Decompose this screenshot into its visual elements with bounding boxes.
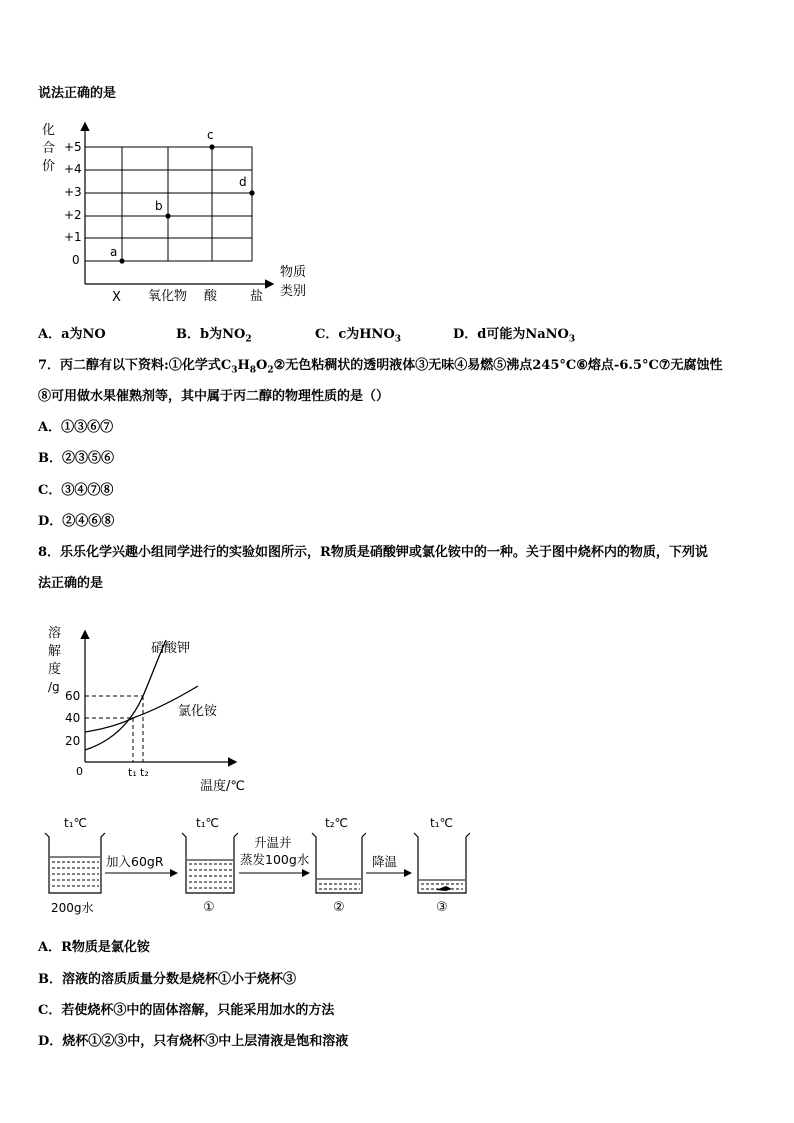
solubility-ytick: 20 (65, 734, 81, 748)
valence-xtick: 盐 (250, 289, 264, 304)
option-text: d可能为NaNO (477, 327, 569, 342)
q7-stem-a: 丙二醇有以下资料:①化学式 (60, 358, 221, 373)
q6-stem-tail: 说法正确的是 (38, 86, 117, 101)
q7-stem-line2: ⑧可用做水果催熟剂等，其中属于丙二醇的物理性质的是（） (38, 389, 390, 404)
q7-formula: $C_3H_8O_2$ (220, 358, 274, 376)
beaker-1 (182, 833, 238, 893)
point-a-label: a (110, 245, 118, 259)
option-subscript: 3 (394, 334, 402, 345)
q8-option-b: B．溶液的溶质质量分数是烧杯①小于烧杯③ (38, 972, 297, 987)
option-letter: A． (38, 327, 62, 342)
step-heat-label-2: 蒸发100g水 (240, 852, 310, 867)
valence-ytick: +1 (64, 230, 82, 244)
q8-option-a: A．R物质是氯化铵 (38, 940, 150, 955)
point-a (119, 258, 124, 263)
valence-ylabel-2: 合 (42, 141, 56, 156)
step-add-label: 加入60gR (106, 854, 164, 869)
curve-nh4cl (85, 686, 198, 732)
option-text: c为HNO (338, 327, 395, 342)
q7-option-a: A．①③⑥⑦ (38, 420, 114, 435)
point-d (249, 190, 254, 195)
valence-xlabel-2: 类别 (280, 284, 307, 299)
curve-kno3 (85, 640, 166, 750)
option-text: a为NO (61, 327, 106, 342)
beaker-temp: t₁℃ (64, 816, 87, 830)
point-c-label: c (207, 128, 214, 142)
valence-ytick: +3 (64, 185, 82, 199)
solubility-origin: 0 (76, 765, 83, 778)
beaker-label: ② (333, 900, 345, 915)
solubility-ylabel-3: 度 (48, 662, 62, 677)
valence-ytick: +4 (64, 162, 82, 176)
series-label-kno3: 硝酸钾 (151, 641, 191, 656)
point-c (209, 144, 214, 149)
solubility-ylabel-1: 溶 (48, 626, 62, 641)
q7-number: 7． (38, 358, 61, 373)
q7-option-b: B．②③⑤⑥ (38, 451, 115, 466)
q7-option-c: C．③④⑦⑧ (38, 483, 114, 498)
solubility-ylabel-4: /g (48, 680, 60, 694)
beaker-temp: t₁℃ (196, 816, 219, 830)
option-letter: C． (315, 327, 339, 342)
q7-stem-b: ②无色粘稠状的透明液体③无味④易燃⑤沸点245°C⑥熔点-6.5°C⑦无腐蚀性 (273, 358, 723, 373)
solubility-xlabel: 温度/℃ (200, 779, 245, 794)
valence-ylabel-3: 价 (42, 159, 56, 174)
valence-xlabel-1: 物质 (280, 265, 307, 280)
beaker-0 (45, 833, 105, 893)
option-text: b为NO (200, 327, 246, 342)
series-label-nh4cl: 氯化铵 (178, 704, 218, 719)
q8-option-c: C．若使烧杯③中的固体溶解，只能采用加水的方法 (38, 1003, 335, 1018)
valence-xtick: 酸 (204, 289, 218, 304)
q8-option-d: D．烧杯①②③中，只有烧杯③中上层清液是饱和溶液 (38, 1034, 349, 1049)
q8-stem-line1 (38, 541, 708, 560)
beaker-label: ① (203, 900, 215, 915)
solubility-ytick: 60 (65, 689, 81, 703)
valence-ytick: +2 (64, 208, 82, 222)
q6-option-c (315, 323, 401, 345)
option-letter: D． (453, 327, 478, 342)
beaker-label: ③ (436, 900, 448, 915)
option-subscript: 3 (568, 334, 576, 345)
beaker-3 (414, 833, 470, 893)
beaker-temp: t₁℃ (430, 816, 453, 830)
solubility-xtick: t₂ (140, 766, 149, 779)
beaker-label: 200g水 (51, 901, 94, 915)
valence-xtick: 氧化物 (148, 289, 188, 304)
solubility-xtick: t₁ (128, 766, 137, 779)
step-cool-label: 降温 (372, 854, 398, 869)
solubility-ylabel-2: 解 (48, 644, 62, 659)
q6-option-a (38, 323, 106, 342)
q6-option-b (176, 323, 252, 345)
step-heat-label-1: 升温并 (254, 835, 292, 850)
valence-ytick: +5 (64, 140, 82, 154)
q8-number: 8． (38, 545, 61, 560)
valence-ytick: 0 (72, 253, 80, 267)
point-d-label: d (239, 175, 247, 189)
point-b-label: b (155, 199, 163, 213)
valence-xtick: X (112, 290, 121, 305)
valence-grid (85, 147, 252, 261)
q8-stem-line2: 法正确的是 (38, 576, 104, 591)
q7-stem-line1 (38, 354, 722, 376)
point-b (165, 213, 170, 218)
beaker-temp: t₂℃ (325, 816, 348, 830)
q7-option-d: D．②④⑥⑧ (38, 514, 115, 529)
q8-stem-a: 乐乐化学兴趣小组同学进行的实验如图所示，R物质是硝酸钾或氯化铵中的一种。关于图中烧杯内的物质，下列说 (60, 545, 708, 560)
option-letter: B． (176, 327, 200, 342)
option-subscript: 2 (245, 334, 252, 345)
q6-option-d (453, 323, 575, 345)
solubility-ytick: 40 (65, 711, 81, 725)
valence-ylabel-1: 化 (42, 123, 56, 138)
beaker-2 (312, 833, 366, 893)
